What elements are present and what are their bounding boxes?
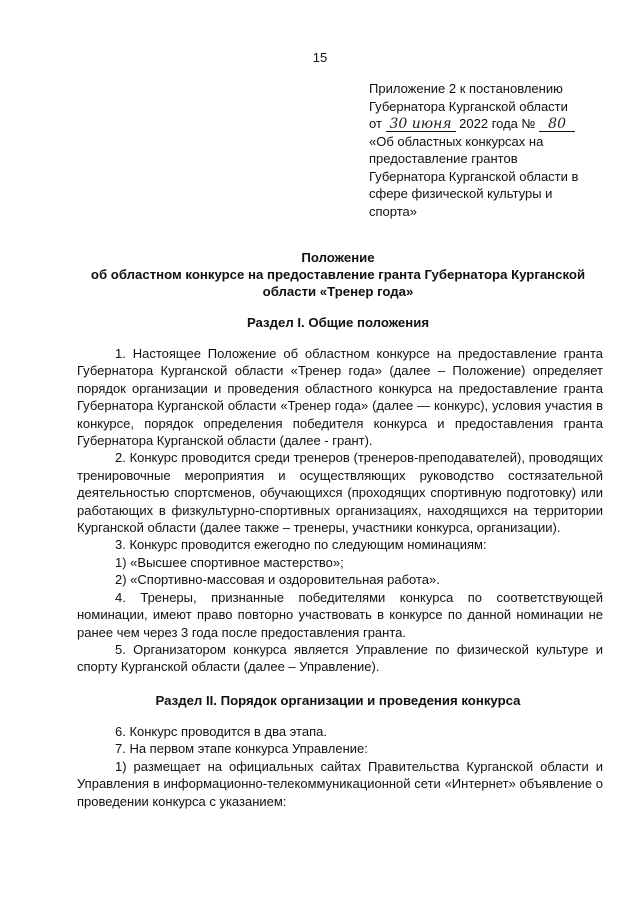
paragraph-7-item-1: 1) размещает на официальных сайтах Правительства Курганской области и Управления в информационно-телекоммуникационной сети «Интернет» объявление о проведении конкурса с указанием: [77, 758, 603, 809]
paragraph-5: 5. Организатором конкурса является Управление по физической культуре и спорту Курганской области (далее – Управление). [77, 641, 603, 675]
title-line-3: области «Тренер года» [262, 284, 414, 299]
paragraph-1: 1. Настоящее Положение об областном конкурсе на предоставление гранта Губернатора Курганской области «Тренер года» (далее – Положение) определяет порядок организации и проведения областного конкурса на предоставление гранта Губернатора Курганской области «Тренер года» (далее — конкурс), условия участия в конкурсе, порядок определения победителя конкурса и предоставления гранта Губернатора Курганской области (далее - грант). [77, 346, 603, 449]
paragraph-3: 3. Конкурс проводится ежегодно по следующим номинациям: [115, 537, 487, 553]
date-prefix: от [369, 116, 382, 131]
section-2-body [77, 723, 603, 810]
appendix-date-line [369, 115, 619, 133]
handwritten-date: 30 июня [386, 117, 456, 132]
appendix-line-1: Приложение 2 к постановлению [369, 81, 563, 96]
appendix-line-4: «Об областных конкурсах на [369, 133, 544, 149]
document-title [70, 249, 606, 300]
paragraph-3-item-1: 1) «Высшее спортивное мастерство»; [115, 554, 344, 570]
section-1-body [77, 345, 603, 676]
date-suffix: 2022 года № [459, 116, 536, 131]
section-2-heading: Раздел II. Порядок организации и проведения конкурса [155, 693, 521, 708]
paragraph-7: 7. На первом этапе конкурса Управление: [115, 741, 368, 757]
paragraph-6: 6. Конкурс проводится в два этапа. [115, 724, 327, 739]
appendix-line-6: Губернатора Курганской области в [369, 168, 579, 184]
appendix-header [369, 80, 619, 220]
paragraph-2: 2. Конкурс проводится среди тренеров (тренеров-преподавателей), проводящих тренировочные мероприятия и осуществляющих руководство состязательной деятельностью спортсменов, обучающихся (проходящих спортивную подготовку) или работающих в физкультурно-спортивных организациях, находящихся на территории Курганской области (далее также – тренеры, участники конкурса, организации). [77, 450, 603, 536]
appendix-line-7: сфере физической культуры и [369, 186, 553, 201]
page-number: 15 [312, 50, 328, 65]
title-line-2: об областном конкурсе на предоставление гранта Губернатора Курганской [90, 267, 586, 282]
title-line-1: Положение [301, 250, 375, 265]
section-1-heading: Раздел I. Общие положения [246, 315, 430, 330]
appendix-line-8: спорта» [369, 203, 417, 219]
appendix-line-2: Губернатора Курганской области [369, 98, 568, 114]
appendix-line-5: предоставление грантов [369, 151, 518, 166]
paragraph-4: 4. Тренеры, признанные победителями конкурса по соответствующей номинации, имеют право повторно участвовать в конкурсе по данной номинации не ранее чем через 3 года после предоставления гранта. [77, 589, 603, 640]
paragraph-3-item-2: 2) «Спортивно-массовая и оздоровительная работа». [115, 572, 440, 588]
handwritten-number: 80 [539, 117, 575, 132]
